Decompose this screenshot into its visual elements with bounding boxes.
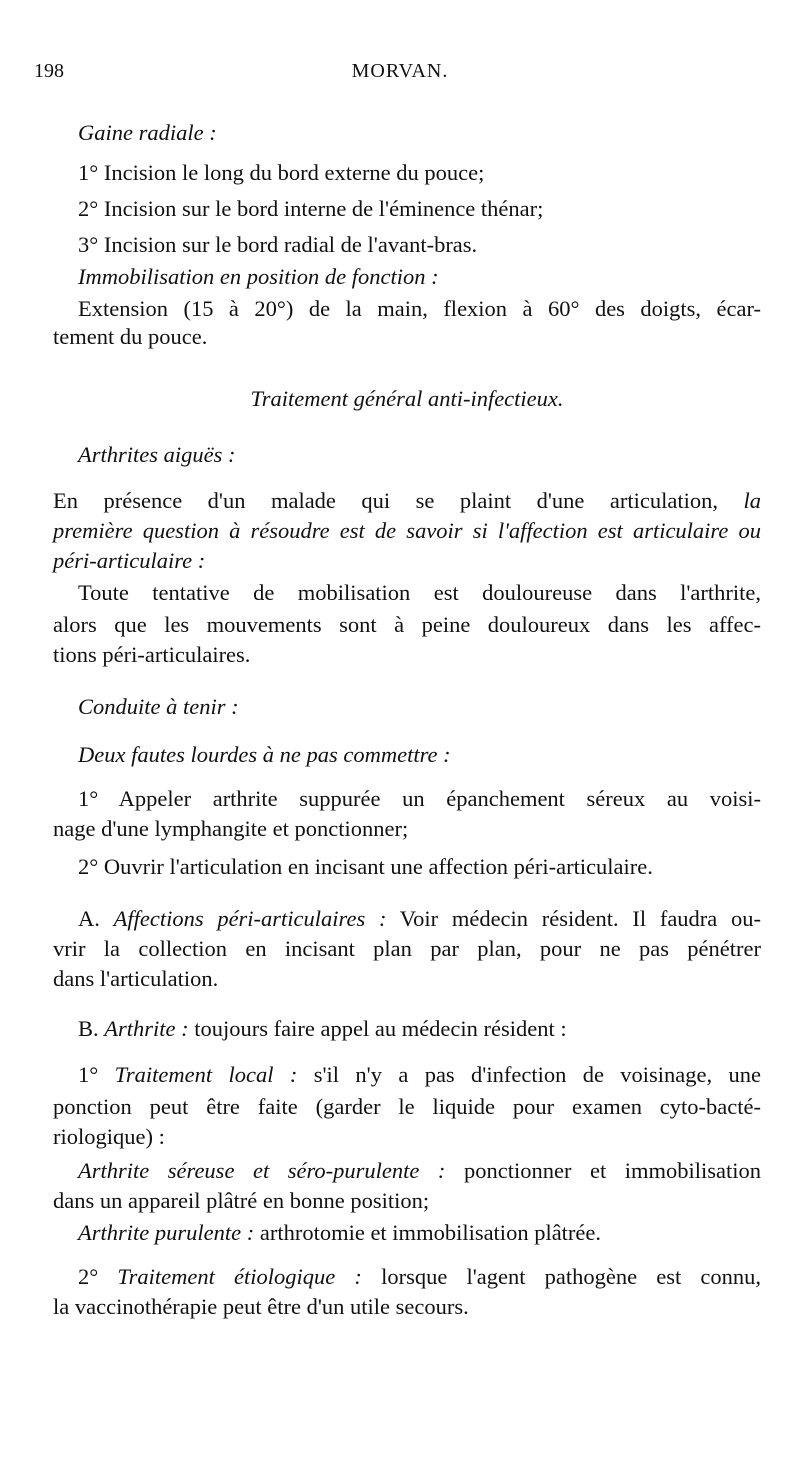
paragraph-text: arthrotomie et immobilisation plâtrée. [259,1220,602,1245]
paragraph-line [78,1156,761,1186]
heading-gaine-radiale: Gaine radiale : [78,120,217,145]
paragraph-text: ponctionner et immobilisation [463,1158,762,1183]
paragraph-line: Toute tentative de mobilisation est douloureuse dans l'arthrite, [78,580,761,605]
paragraph-line: vrir la collection en incisant plan par plan, pour ne pas pénétrer [53,936,761,961]
heading-immobilisation: Immobilisation en position de fonction : [78,264,439,289]
subheading: Arthrite purulente : [78,1220,255,1245]
paragraph-line: 2° Ouvrir l'articulation en incisant une affection péri-articulaire. [78,854,653,879]
list-item: 2° Incision sur le bord interne de l'éminence thénar; [78,196,544,221]
paragraph-line [78,904,761,934]
heading-conduite: Conduite à tenir : [78,694,239,719]
paragraph-line: 1° Appeler arthrite suppurée un épanchement séreux au voisi- [78,786,761,811]
paragraph-line: riologique) : [53,1124,165,1149]
paragraph-line: ponction peut être faite (garder le liquide pour examen cyto-bacté- [53,1094,761,1119]
section-label: A. [78,906,100,931]
paragraph-line: Extension (15 à 20°) de la main, flexion à 60° des doigts, écar- [78,296,761,321]
list-item: 3° Incision sur le bord radial de l'avant-bras. [78,232,478,257]
paragraph-line [78,1060,761,1090]
heading-arthrites-aigues: Arthrites aiguës : [78,442,236,467]
paragraph-line [78,1014,761,1044]
section-a-title: Affections péri-articulaires : [113,906,387,931]
paragraph-text: s'il n'y a pas d'infection de voisinage, une [313,1062,762,1087]
list-number: 1° [78,1062,99,1087]
list-number: 2° [78,1264,99,1289]
paragraph-line: première question à résoudre est de savoir si l'affection est articulaire ou [53,518,761,543]
paragraph-line: tions péri-articulaires. [53,642,251,667]
paragraph-line [78,1218,761,1248]
list-item: 1° Incision le long du bord externe du pouce; [78,160,485,185]
paragraph-line: tement du pouce. [53,324,208,349]
subheading: Traitement étiologique : [117,1264,362,1289]
paragraph-line: dans l'articulation. [53,966,219,991]
paragraph-line: la vaccinothérapie peut être d'un utile secours. [53,1294,469,1319]
paragraph-line [78,1262,761,1292]
paragraph-text: lorsque l'agent pathogène est connu, [381,1264,762,1289]
paragraph-line: nage d'une lymphangite et ponctionner; [53,816,409,841]
paragraph-text: En présence d'un malade qui se plaint d'une articulation, [53,488,718,513]
paragraph-text: toujours faire appel au médecin résident : [194,1016,567,1041]
paragraph-line [53,486,761,516]
paragraph-line: péri-articulaire : [53,548,206,573]
section-title: Traitement général anti-infectieux. [250,386,564,411]
running-title: MORVAN. [351,60,449,82]
paragraph-text: la [743,488,761,513]
subheading: Arthrite séreuse et séro-purulente : [78,1158,446,1183]
section-label: B. [78,1016,99,1041]
paragraph-text: Voir médecin résident. Il faudra ou- [399,906,762,931]
paragraph-line: alors que les mouvements sont à peine douloureux dans les affec- [53,612,761,637]
page-number: 198 [34,60,64,82]
section-b-title: Arthrite : [104,1016,189,1041]
heading-fautes: Deux fautes lourdes à ne pas commettre : [78,742,451,767]
paragraph-line: dans un appareil plâtré en bonne position; [53,1188,430,1213]
subheading: Traitement local : [114,1062,298,1087]
